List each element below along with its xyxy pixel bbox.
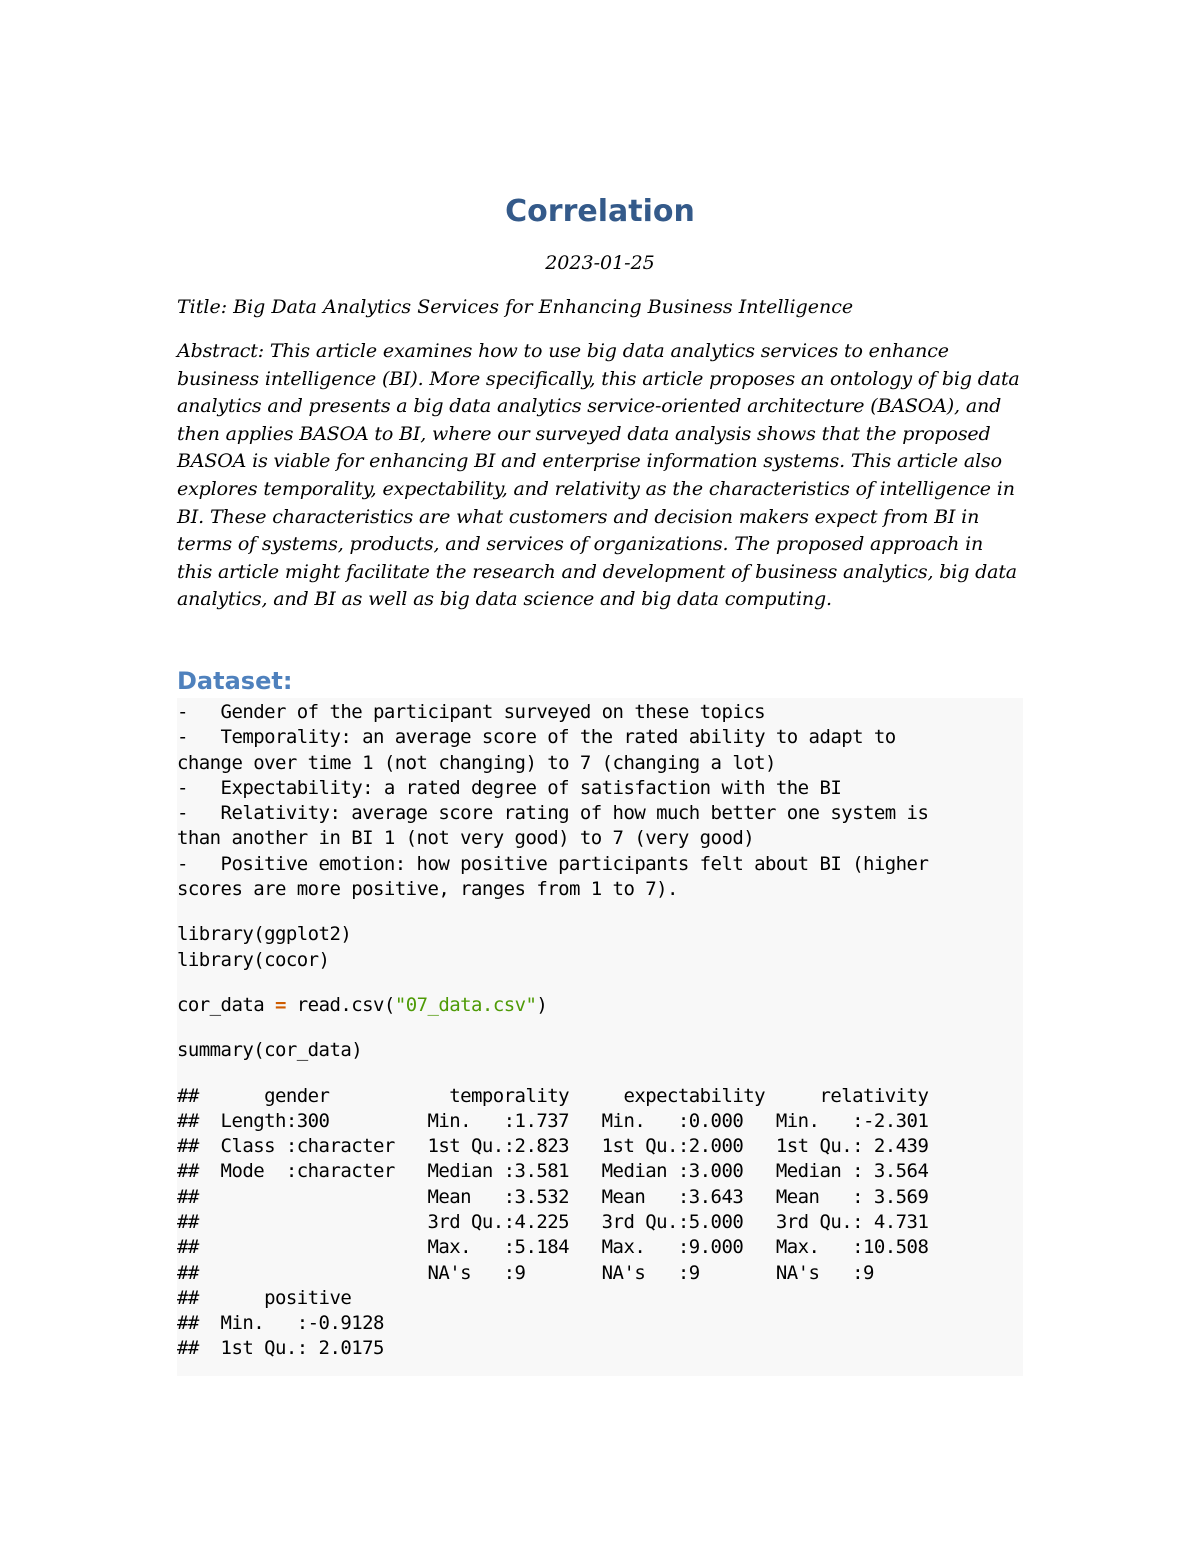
output-line: ## positive: [177, 1286, 352, 1309]
code-gap: [177, 902, 1023, 922]
article-title: Title: Big Data Analytics Services for Enhancing Business Intelligence: [177, 296, 854, 318]
summary-code: [177, 1038, 1023, 1063]
output-line: ## Mode :character Median :3.581 Median :3.000 Median : 3.564: [177, 1160, 929, 1183]
document-title: Correlation: [505, 194, 695, 229]
code-gap: [177, 1018, 1023, 1038]
code-line: summary(cor_data): [177, 1039, 363, 1062]
function-call: read.csv(: [296, 993, 395, 1016]
dataset-heading: Dataset:: [177, 666, 293, 695]
output-line: ## Min. :-0.9128: [177, 1312, 384, 1335]
code-line: library(cocor): [177, 948, 330, 971]
string-literal: "07_data.csv": [394, 993, 537, 1016]
library-code: [177, 922, 1023, 973]
description-line: scores are more positive, ranges from 1 to 7).: [177, 878, 678, 901]
description-line: - Expectability: a rated degree of satisfaction with the BI: [177, 776, 842, 799]
description-line: change over time 1 (not changing) to 7 (changing a lot): [177, 751, 776, 774]
output-line: ## Max. :5.184 Max. :9.000 Max. :10.508: [177, 1236, 929, 1259]
output-line: ## Length:300 Min. :1.737 Min. :0.000 Min. :-2.301: [177, 1109, 929, 1132]
description-line: - Positive emotion: how positive participants felt about BI (higher: [177, 852, 929, 875]
output-line: ## 3rd Qu.:4.225 3rd Qu.:5.000 3rd Qu.: 4.731: [177, 1210, 929, 1233]
code-line: library(ggplot2): [177, 923, 352, 946]
description-line: - Gender of the participant surveyed on these topics: [177, 700, 766, 723]
read-csv-code: [177, 993, 1023, 1018]
dataset-description: [177, 700, 1023, 902]
code-gap: [177, 1064, 1023, 1084]
variable-name: cor_data: [177, 993, 265, 1016]
output-line: ## gender temporality expectability relativity: [177, 1084, 929, 1107]
document-content: [177, 188, 1023, 1376]
article-abstract: Abstract: This article examines how to use big data analytics services to enhance business intelligence (BI). More specifically, this article proposes an ontology of big data analytics and presents a big data analytics service-oriented architecture (BASOA), and then applies BASOA to BI, where our surveyed data analysis shows that the proposed BASOA is viable for enhancing BI and enterprise information systems. This article also explores temporality, expectability, and relativity as the characteristics of intelligence in BI. These characteristics are what customers and decision makers expect from BI in terms of systems, products, and services of organizations. The proposed approach in this article might facilitate the research and development of business analytics, big data analytics, and BI as well as big data science and big data computing.: [177, 340, 1020, 611]
code-area: [177, 698, 1023, 1376]
close-paren: ): [536, 993, 548, 1016]
description-line: than another in BI 1 (not very good) to 7 (very good): [177, 827, 755, 850]
description-line: - Temporality: an average score of the rated ability to adapt to: [177, 726, 896, 749]
output-line: ## 1st Qu.: 2.0175: [177, 1337, 384, 1360]
document-date: 2023-01-25: [545, 252, 655, 274]
output-line: ## Mean :3.532 Mean :3.643 Mean : 3.569: [177, 1185, 929, 1208]
output-line: ## Class :character 1st Qu.:2.823 1st Qu.:2.000 1st Qu.: 2.439: [177, 1135, 929, 1158]
output-line: ## NA's :9 NA's :9 NA's :9: [177, 1261, 874, 1284]
code-gap: [177, 973, 1023, 993]
assign-operator: =: [275, 993, 286, 1016]
summary-output: [177, 1084, 1023, 1362]
description-line: - Relativity: average score rating of how much better one system is: [177, 802, 929, 825]
